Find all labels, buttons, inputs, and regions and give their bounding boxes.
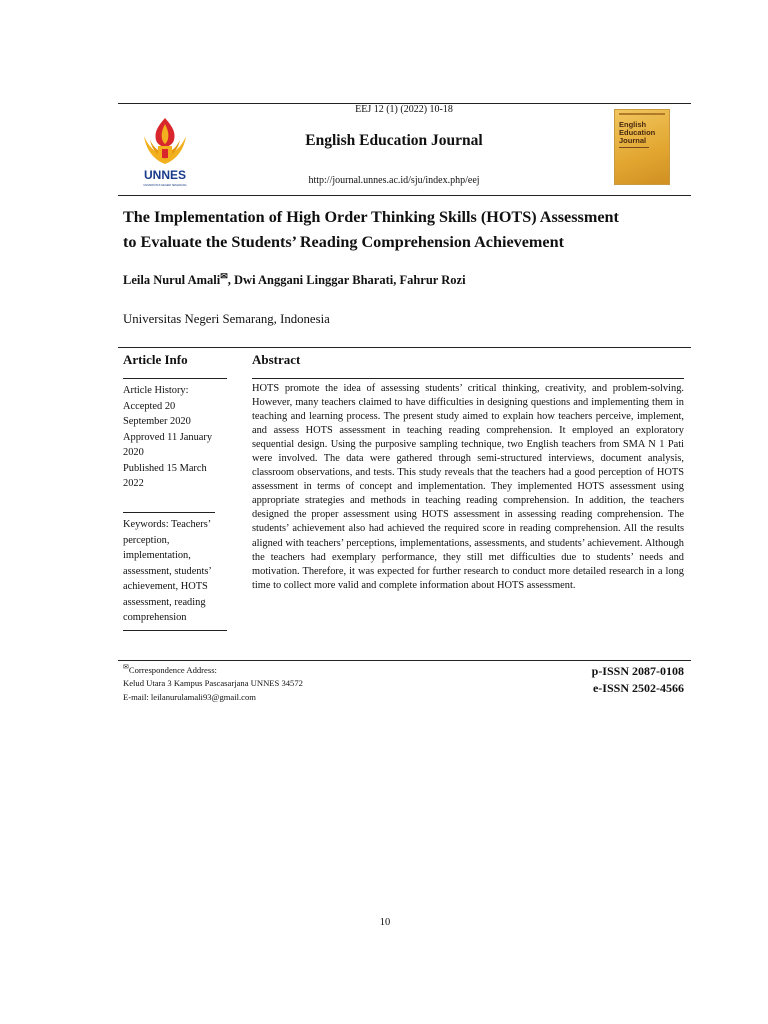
issn-block xyxy=(520,663,684,697)
correspondence-label-line xyxy=(123,661,303,677)
article-info-heading: Article Info xyxy=(123,352,188,367)
history-line: Article History: xyxy=(123,385,189,396)
article-history xyxy=(123,383,233,492)
logo-wordmark: UNNES xyxy=(143,168,187,182)
envelope-icon: ✉ xyxy=(220,271,228,281)
correspondence-email[interactable]: E-mail: leilanurulamali93@gmail.com xyxy=(123,691,256,702)
keywords xyxy=(123,517,233,626)
journal-citation: EEJ 12 (1) (2022) 10-18 xyxy=(355,104,453,115)
author-name: Leila Nurul Amali xyxy=(123,273,221,288)
correspondence-address: Kelud Utara 3 Kampus Pascasarjana UNNES 34572 xyxy=(123,678,303,689)
abstract-text: HOTS promote the idea of assessing students’ critical thinking, creativity, and problem-solving. However, many teachers claimed to have difficulties in designing questions and implementing them in teaching and learning process. The present study aimed to explain how teachers perceive, implement, and assess HOTS assessment in teaching reading comprehension. It employed an exploratory sequential design. Using the purposive sampling technique, two English teachers from SMA N 1 Pati were involved. The data were gathered through semi-structured interviews, document analysis, classroom observations, and tests. This study reveals that the teachers had a good perception of HOTS assessment in terms of concept and implementation. They implemented HOTS assessment using appropriate strategies and methods in teaching reading comprehension. In addition, the teachers designed the proper assessment using HOTS assessment in assessing reading comprehension. The students’ achievement also had achieved the required score in reading comprehension. All the results aligned with teachers’ perceptions, implementations, assessments, and students’ achievement. Although the teachers had exemplary performance, they still met difficulties due to students’ needs and motivation. Therefore, it was expected for further research to conduct more detailed research in a long time to collect more valid and complete information about HOTS assessment. xyxy=(252,383,684,591)
history-line: 2022 xyxy=(123,478,144,489)
cover-line xyxy=(619,147,649,148)
abstract-heading: Abstract xyxy=(252,352,301,367)
unnes-logo xyxy=(136,116,194,190)
journal-url[interactable]: http://journal.unnes.ac.id/sju/index.php/eej xyxy=(308,175,480,186)
keywords-line: Keywords: Teachers’ xyxy=(123,519,212,530)
logo-subtext: UNIVERSITAS NEGERI SEMARANG xyxy=(143,184,187,187)
keywords-line: implementation, xyxy=(123,550,191,561)
abstract-underline xyxy=(252,378,684,379)
keywords-line: assessment, reading xyxy=(123,596,206,608)
print-issn: p-ISSN 2087-0108 xyxy=(591,664,684,678)
info-rule xyxy=(118,347,691,348)
unnes-emblem-icon xyxy=(144,118,186,164)
cover-strip xyxy=(619,113,665,115)
history-line: September 2020 xyxy=(123,416,191,427)
keywords-divider xyxy=(123,630,227,631)
page-number: 10 xyxy=(379,917,391,928)
paper-title xyxy=(123,205,703,255)
electronic-issn: e-ISSN 2502-4566 xyxy=(592,681,684,695)
journal-title: English Education Journal xyxy=(305,132,483,149)
paper-title-line-1: The Implementation of High Order Thinking Skills (HOTS) Assessment xyxy=(123,208,619,226)
article-info-underline xyxy=(123,378,227,379)
keywords-line: comprehension xyxy=(123,612,187,623)
paper-title-line-2: to Evaluate the Students’ Reading Comprehension Achievement xyxy=(123,233,564,251)
history-divider xyxy=(123,512,215,513)
history-line: Approved 11 January xyxy=(123,431,213,443)
keywords-line: achievement, HOTS xyxy=(123,581,208,592)
correspondence-label: Correspondence Address: xyxy=(128,664,217,675)
correspondence-block xyxy=(123,661,303,704)
author-list xyxy=(123,271,466,288)
keywords-line: perception, xyxy=(123,534,170,546)
co-authors: , Dwi Anggani Linggar Bharati, Fahrur Rozi xyxy=(227,273,466,288)
history-line: 2020 xyxy=(123,447,144,458)
journal-cover-image xyxy=(614,109,670,185)
cover-title: English Education Journal xyxy=(619,120,656,145)
envelope-icon: ✉ xyxy=(123,663,129,671)
history-line: Accepted 20 xyxy=(123,400,176,412)
history-line: Published 15 March xyxy=(123,462,207,474)
title-rule xyxy=(118,195,691,196)
keywords-line: assessment, students’ xyxy=(123,565,212,577)
affiliation: Universitas Negeri Semarang, Indonesia xyxy=(123,312,330,326)
